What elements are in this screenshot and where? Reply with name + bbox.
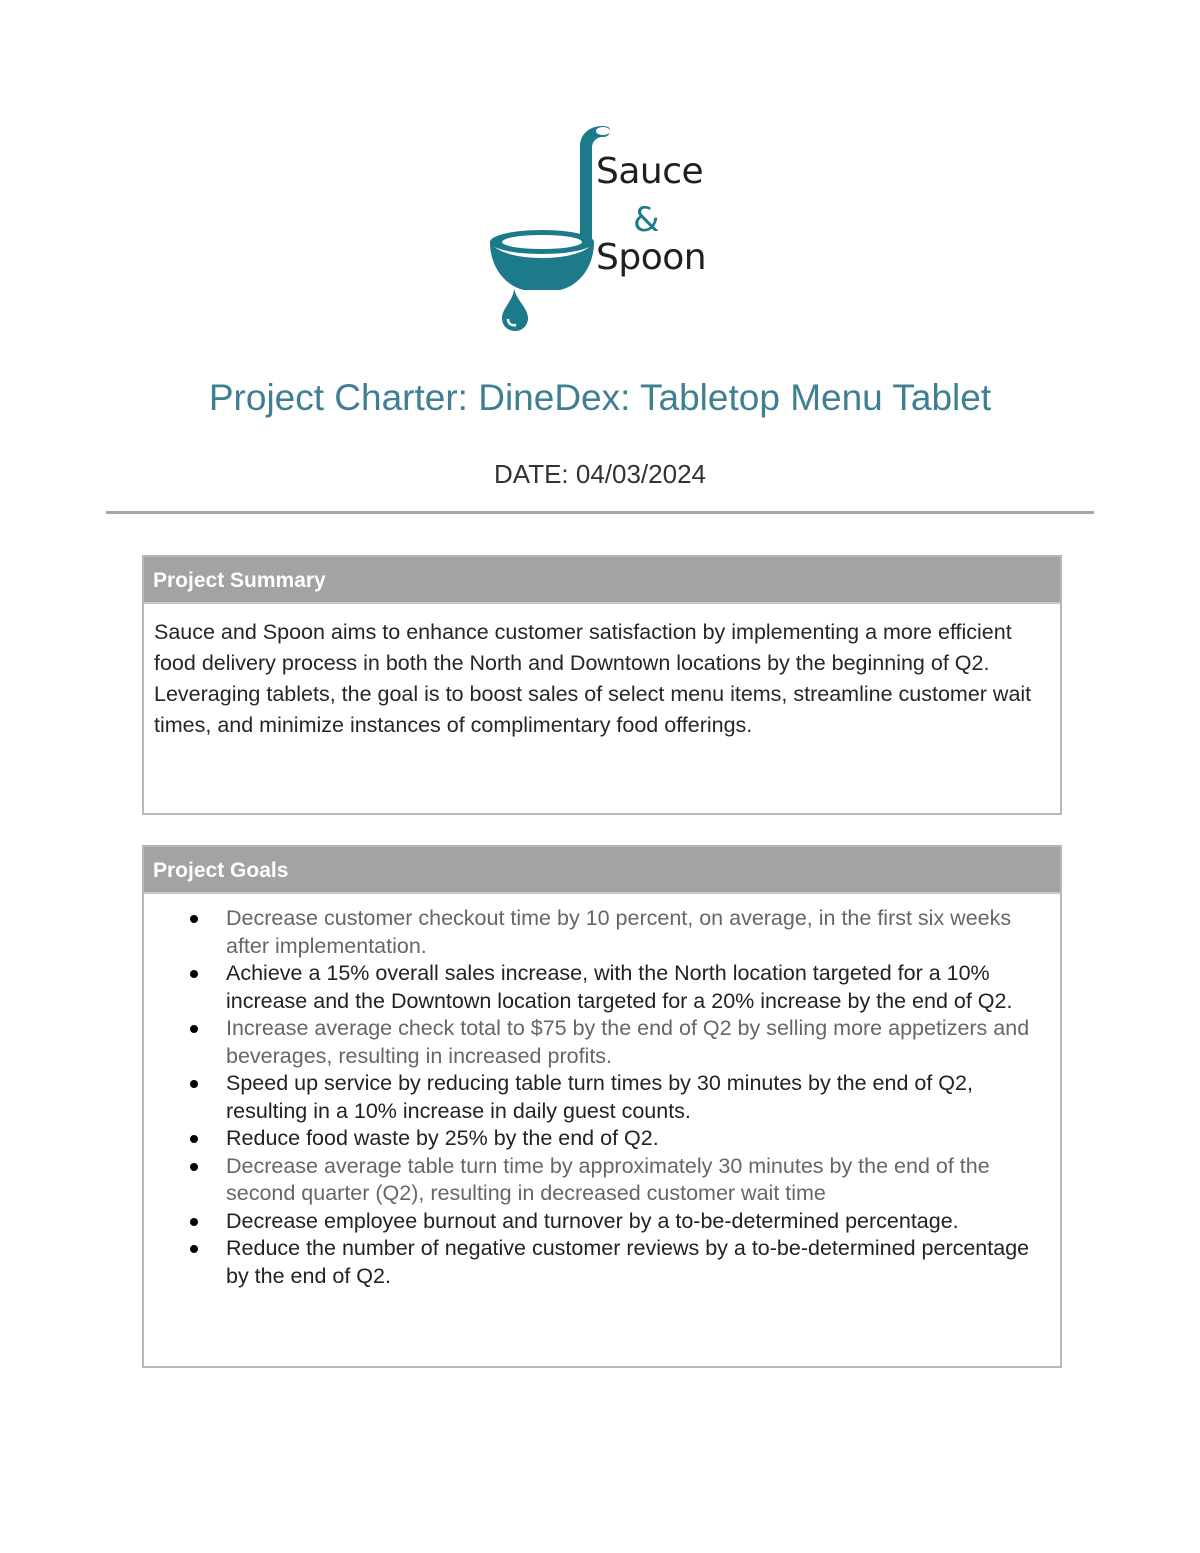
goal-item	[144, 1125, 1050, 1153]
goal-text: Speed up service by reducing table turn times by 30 minutes by the end of Q2, resulting in a 10% increase in daily guest counts.	[226, 1071, 973, 1123]
bullet-icon	[190, 970, 198, 978]
goal-text: Decrease employee burnout and turnover by a to-be-determined percentage.	[226, 1208, 959, 1233]
goal-item	[144, 905, 1050, 960]
goal-text: Reduce the number of negative customer reviews by a to-be-determined percentage by the end of Q2.	[226, 1236, 1030, 1288]
bullet-icon	[190, 1163, 198, 1171]
project-summary-text: Sauce and Spoon aims to enhance customer satisfaction by implementing a more efficient food delivery process in both the North and Downtown locations by the beginning of Q2. Leveraging tablets, the goal is to boost sales of select menu items, streamline customer wait times, and minimize instances of complimentary food offerings.	[154, 620, 1032, 737]
bullet-icon	[190, 1025, 198, 1033]
project-summary-heading: Project Summary	[144, 557, 1060, 604]
project-goals-panel	[142, 845, 1062, 1368]
bullet-icon	[190, 1135, 198, 1143]
goal-item	[144, 1070, 1050, 1125]
project-goals-list	[144, 894, 1060, 1290]
bullet-icon	[190, 1245, 198, 1253]
goal-text: Achieve a 15% overall sales increase, with the North location targeted for a 10% increase and the Downtown location targeted for a 20% increase by the end of Q2.	[226, 961, 1013, 1013]
project-summary-panel	[142, 555, 1062, 815]
goal-text: Reduce food waste by 25% by the end of Q2.	[226, 1126, 659, 1150]
goal-item	[144, 1153, 1050, 1208]
project-goals-heading: Project Goals	[144, 847, 1060, 894]
goal-item	[144, 1208, 1050, 1236]
goal-text: Increase average check total to $75 by the end of Q2 by selling more appetizers and beverages, resulting in increased profits.	[226, 1016, 1030, 1068]
logo-word-sauce: Sauce	[596, 151, 704, 192]
charter-date: DATE: 04/03/2024	[494, 459, 706, 489]
bullet-icon	[190, 1080, 198, 1088]
goal-text: Decrease average table turn time by approximately 30 minutes by the end of the second quarter (Q2), resulting in decreased customer wait time	[226, 1153, 990, 1205]
bullet-icon	[190, 1218, 198, 1226]
header-divider	[106, 511, 1094, 514]
goal-item	[144, 960, 1050, 1015]
goal-text: Decrease customer checkout time by 10 percent, on average, in the first six weeks after implementation.	[226, 906, 1012, 958]
goal-item	[144, 1235, 1050, 1290]
page-title: Project Charter: DineDex: Tabletop Menu Tablet	[208, 377, 992, 418]
logo-word-ampersand: &	[633, 200, 660, 240]
logo-word-spoon: Spoon	[596, 237, 707, 278]
goal-item	[144, 1015, 1050, 1070]
bullet-icon	[190, 915, 198, 923]
